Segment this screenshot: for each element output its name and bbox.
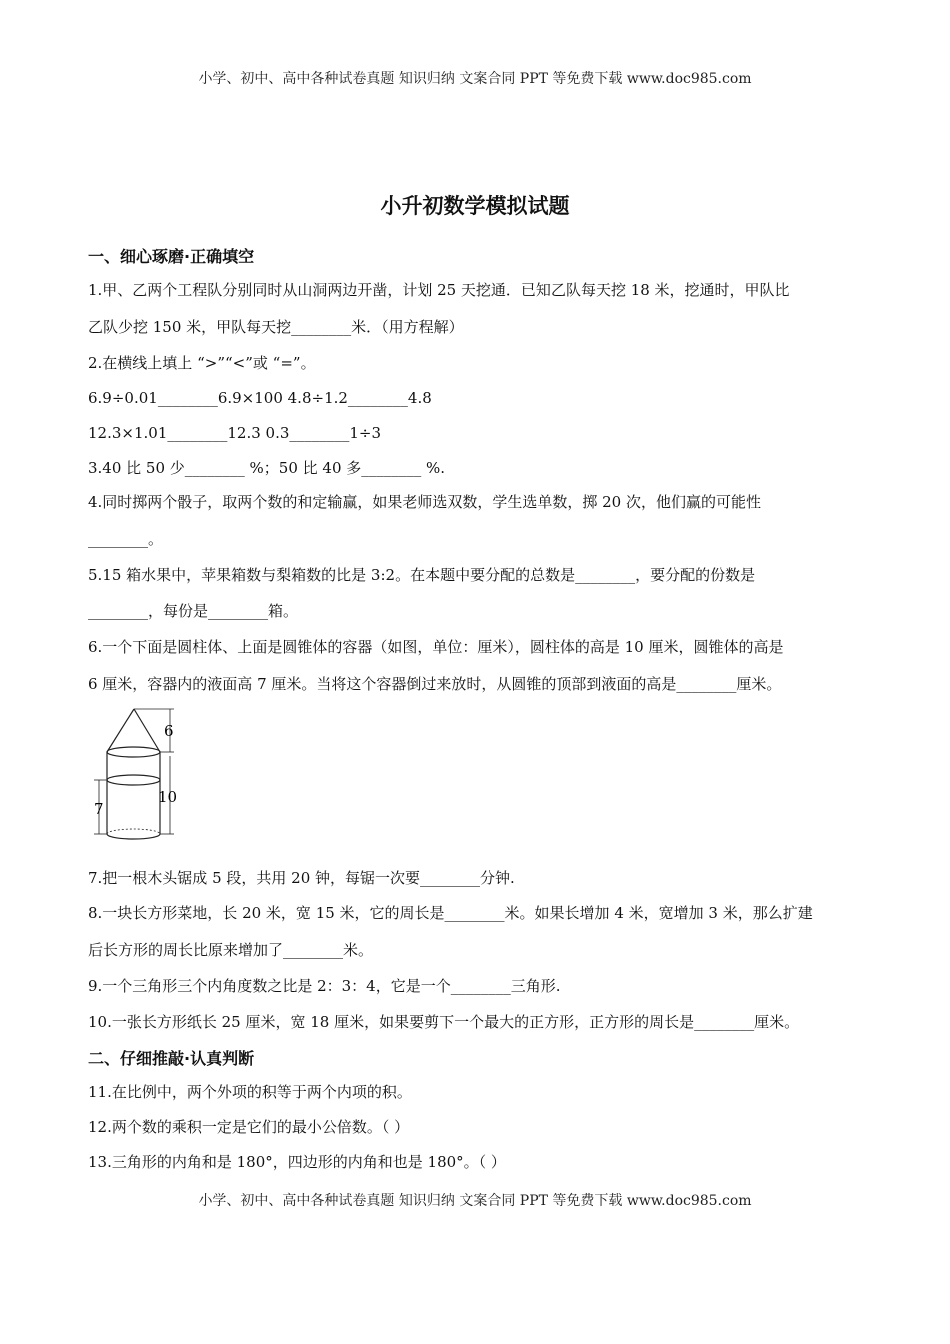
question-9: 9.一个三角形三个内角度数之比是 2：3：4，它是一个________三角形. — [88, 977, 561, 995]
cylinder-bottom-hidden — [107, 829, 160, 834]
question-4-line-2: ________。 — [88, 530, 164, 548]
question-8-line-2: 后长方形的周长比原来增加了________米。 — [88, 941, 374, 959]
liquid-height-label: 7 — [94, 800, 104, 818]
question-1-line-1: 1.甲、乙两个工程队分别同时从山洞两边开凿，计划 25 天挖通．已知乙队每天挖 18 米，挖通时，甲队比 — [88, 281, 790, 299]
question-11: 11.在比例中，两个外项的积等于两个内项的积。 — [88, 1083, 412, 1101]
cylinder-top-ellipse — [107, 747, 160, 757]
cylinder-bottom — [107, 834, 160, 839]
liquid-surface — [107, 775, 160, 785]
question-7: 7.把一根木头锯成 5 段，共用 20 钟，每锯一次要________分钟. — [88, 869, 515, 887]
section-heading-fill-in: 一、细心琢磨·正确填空 — [88, 247, 255, 266]
question-12: 12.两个数的乘积一定是它们的最小公倍数。（ ） — [88, 1118, 410, 1136]
question-5-line-1: 5.15 箱水果中，苹果箱数与梨箱数的比是 3:2。在本题中要分配的总数是________，要分配的份数是 — [88, 566, 756, 584]
cone-right-edge — [134, 709, 160, 752]
question-1-line-2: 乙队少挖 150 米，甲队每天挖________米．（用方程解） — [88, 318, 464, 336]
page-header: 小学、初中、高中各种试卷真题 知识归纳 文案合同 PPT 等免费下载 www.doc985.com — [198, 71, 752, 87]
page-footer: 小学、初中、高中各种试卷真题 知识归纳 文案合同 PPT 等免费下载 www.doc985.com — [198, 1193, 752, 1209]
cone-left-edge — [107, 709, 134, 752]
question-5-line-2: ________，每份是________箱。 — [88, 602, 299, 620]
cone-cylinder-figure — [92, 706, 192, 850]
question-8-line-1: 8.一块长方形菜地，长 20 米，宽 15 米，它的周长是________米。如果长增加 4 米，宽增加 3 米，那么扩建 — [88, 904, 813, 922]
question-6-line-1: 6.一个下面是圆柱体、上面是圆锥体的容器（如图，单位：厘米），圆柱体的高是 10 厘米，圆锥体的高是 — [88, 638, 784, 656]
question-4-line-1: 4.同时掷两个骰子，取两个数的和定输赢，如果老师选双数，学生选单数，掷 20 次，他们赢的可能性 — [88, 493, 761, 511]
question-10: 10.一张长方形纸长 25 厘米，宽 18 厘米，如果要剪下一个最大的正方形，正方形的周长是________厘米。 — [88, 1013, 800, 1031]
page-title: 小升初数学模拟试题 — [380, 194, 570, 218]
section-heading-true-false: 二、仔细推敲·认真判断 — [88, 1049, 255, 1068]
cone-cylinder-diagram — [92, 706, 192, 846]
question-2-line-3: 12.3×1.01________12.3 0.3________1÷3 — [88, 424, 382, 442]
question-2-line-2: 6.9÷0.01________6.9×100 4.8÷1.2________4.8 — [88, 389, 432, 407]
question-13: 13.三角形的内角和是 180°，四边形的内角和也是 180°。（ ） — [88, 1153, 506, 1171]
question-2-line-1: 2.在横线上填上 “>”“<”或 “=”。 — [88, 354, 316, 372]
cone-height-label: 6 — [164, 722, 174, 740]
question-3: 3.40 比 50 少________ %；50 比 40 多________ %. — [88, 459, 446, 477]
question-6-line-2: 6 厘米，容器内的液面高 7 厘米。当将这个容器倒过来放时，从圆锥的顶部到液面的高是________厘米。 — [88, 675, 782, 693]
cylinder-height-label: 10 — [158, 788, 178, 806]
